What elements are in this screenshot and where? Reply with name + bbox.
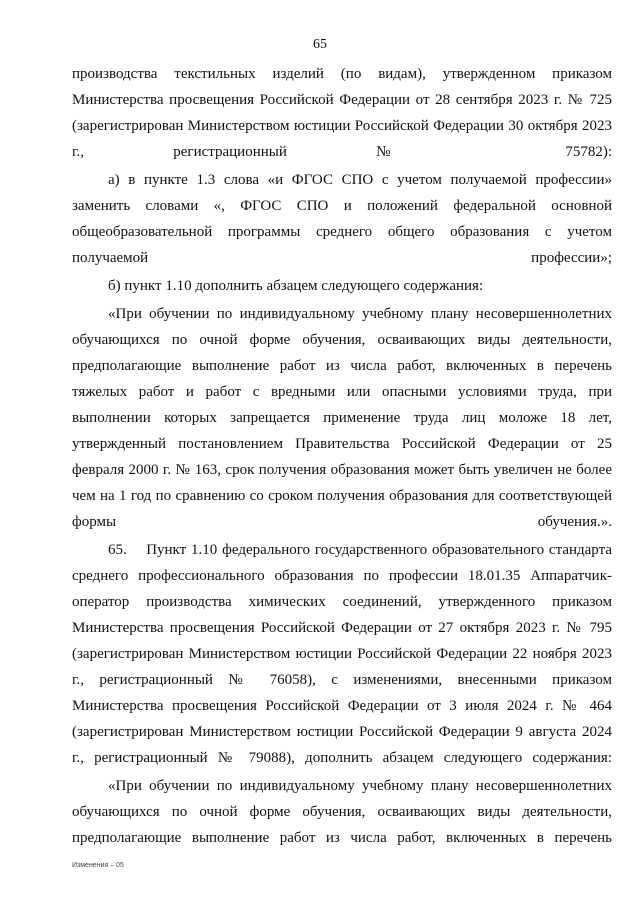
paragraph-item-b: б) пункт 1.10 дополнить абзацем следующего содержания: — [108, 278, 484, 294]
paragraph-item-65: 65. Пункт 1.10 федерального государственного образовательного стандарта среднего профессионального образования по профессии 18.01.35 Аппаратчик-оператор производства химических соединений, утвержденного приказом Министерства просвещения Российской Федерации от 27 октября 2023 г. № 795 (зарегистрирован Министерством юстиции Российской Федерации 22 ноября 2023 г., регистрационный № 76058), с изменениями, внесенными приказом Министерства просвещения Российской Федерации от 3 июля 2024 г. № 464 (зарегистрирован Министерством юстиции Российской Федерации 9 августа 2024 г., регистрационный № 79088), дополнить абзацем следующего содержания: — [72, 542, 612, 766]
paragraph-item-a: а) в пункте 1.3 слова «и ФГОС СПО с учетом получаемой профессии» заменить словами «, ФГОС СПО и положений федеральной основной общеобразовательной программы среднего общего образования с учетом получаемой профессии»; — [72, 172, 612, 266]
paragraph-quote-1: «При обучении по индивидуальному учебному плану несовершеннолетних обучающихся по очной форме обучения, осваивающих виды деятельности, предполагающие выполнение работ из числа работ, включенных в перечень тяжелых работ и работ с вредными или опасными условиями труда, при выполнении которых запрещается применение труда лиц моложе 18 лет, утвержденный постановлением Правительства Российской Федерации от 25 февраля 2000 г. № 163, срок получения образования может быть увеличен не более чем на 1 год по сравнению со сроком получения образования для соответствующей формы обучения.». — [72, 306, 612, 530]
document-body — [72, 61, 612, 851]
paragraph-quote-2: «При обучении по индивидуальному учебному плану несовершеннолетних обучающихся по очной форме обучения, осваивающих виды деятельности, предполагающие выполнение работ из числа работ, включенных в перечень — [72, 778, 612, 846]
page-number: 65 — [313, 37, 327, 52]
footer-note: Изменения – 05 — [72, 862, 124, 869]
paragraph-continuation: производства текстильных изделий (по видам), утвержденном приказом Министерства просвещения Российской Федерации от 28 сентября 2023 г. № 725 (зарегистрирован Министерством юстиции Российской Федерации 30 октября 2023 г., регистрационный № 75782): — [72, 66, 612, 160]
